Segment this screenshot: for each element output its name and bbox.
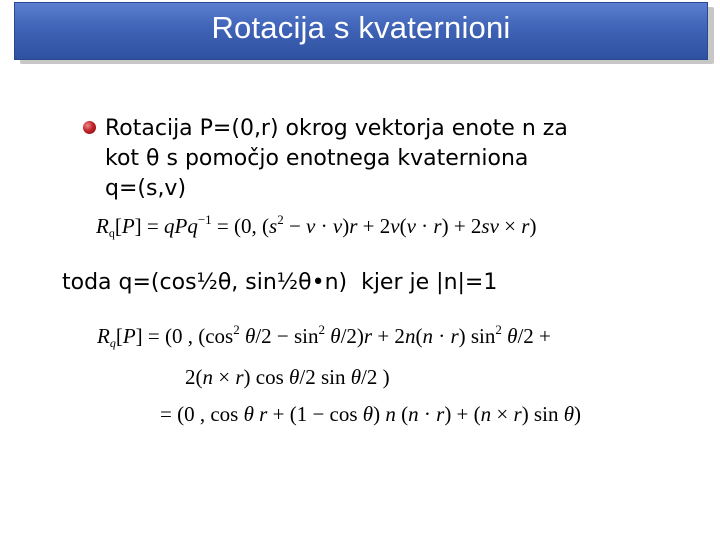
- toda-text: toda q=(cos½θ, sin½θ•n) kjer je |n|=1: [62, 270, 498, 295]
- title-bar: [14, 2, 708, 60]
- equation-1: $R_q[P] = qPq^{-1} = (0$, $(s^2 - v \cdot v)r + 2v(v \cdot r) + 2sv \times r$): [96, 212, 537, 240]
- bullet-icon: [83, 121, 96, 134]
- equation-2-line-2: 2(n × r) cos θ/2 sin θ/2 ): [185, 365, 390, 389]
- equation-2-line-3: = (0 , cos θ r + (1 − cos θ) n (n · r) + (n × r) sin θ): [160, 402, 582, 426]
- bullet-text: Rotacija P=(0,r) okrog vektorja enote n za kot θ s pomočjo enotnega kvaterniona q=(s,v): [105, 116, 568, 201]
- equation-2-line-1: $R_q[P] = (0$ , ($\cos^2$ $\theta/2 - \sin^2 \theta/2)r + 2n(n \cdot r)$ $\sin^2 \theta/2$ +: [97, 322, 551, 350]
- slide-title: Rotacija s kvaternioni: [211, 10, 511, 45]
